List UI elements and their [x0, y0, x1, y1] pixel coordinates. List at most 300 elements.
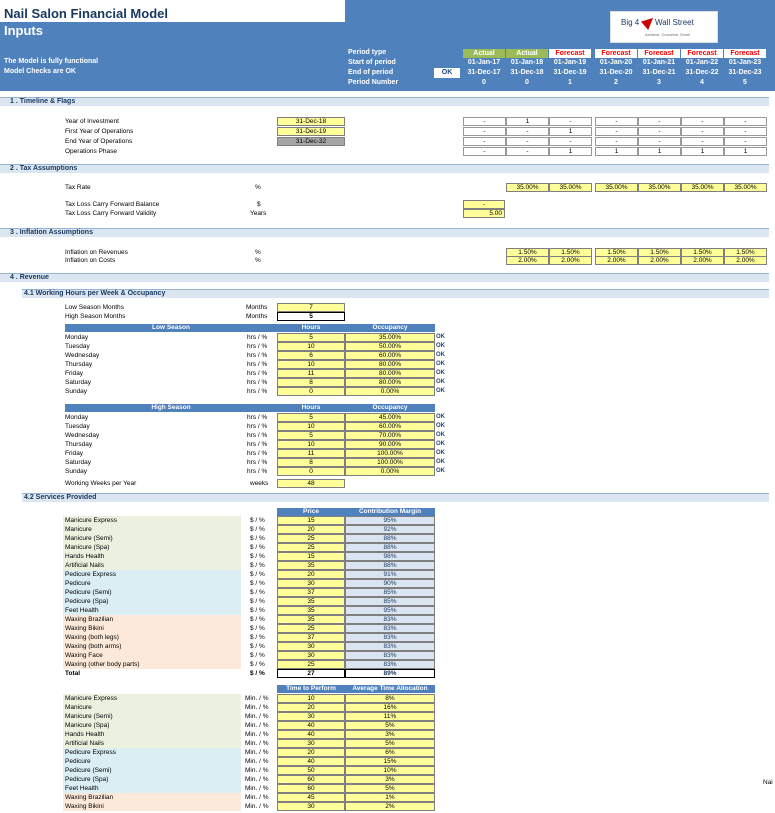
timeline-input: 31-Dec-32 — [277, 137, 345, 146]
time-input[interactable]: 30 — [277, 802, 345, 811]
service-unit: $ / % — [250, 643, 265, 650]
tax-rate-unit: % — [255, 184, 261, 191]
service-unit: $ / % — [250, 616, 265, 623]
day-label: Wednesday — [65, 352, 100, 359]
flag-cell: - — [506, 147, 549, 156]
occupancy-input[interactable]: 0.00% — [345, 387, 435, 396]
check-ok: OK — [436, 361, 445, 367]
margin-input[interactable]: 88% — [345, 561, 435, 570]
service-unit: $ / % — [250, 580, 265, 587]
period-type: Forecast — [549, 49, 591, 58]
margin-input[interactable]: 95% — [345, 606, 435, 615]
timeline-input[interactable]: 31-Dec-19 — [277, 127, 345, 136]
margin-input[interactable]: 95% — [345, 516, 435, 525]
time-unit: Min. / % — [245, 740, 269, 747]
flag-cell: 1 — [549, 147, 592, 156]
timeline-label: Year of Investment — [65, 118, 119, 125]
time-input[interactable]: 40 — [277, 721, 345, 730]
period-end: 31-Dec-21 — [642, 69, 676, 76]
hours-input[interactable]: 11 — [277, 369, 345, 378]
occupancy-input[interactable]: 60.00% — [345, 351, 435, 360]
period-end: 31-Dec-23 — [728, 69, 762, 76]
section-tax: 2 . Tax Assumptions — [0, 164, 769, 173]
bird-icon — [641, 18, 653, 30]
inflation-unit: % — [255, 249, 261, 256]
price-input[interactable]: 35 — [277, 615, 345, 624]
status-line-2: Model Checks are OK — [4, 68, 76, 75]
price-input[interactable]: 15 — [277, 552, 345, 561]
flag-cell: 1 — [595, 147, 638, 156]
allocation-input[interactable]: 15% — [345, 757, 435, 766]
flag-cell: 1 — [681, 147, 724, 156]
high-season-header: High Season — [65, 404, 277, 412]
period-start: 01-Jan-19 — [553, 59, 587, 66]
tax-rate-input[interactable]: 35.00% — [724, 183, 767, 192]
price-input[interactable]: 35 — [277, 597, 345, 606]
status-line-1: The Model is fully functional — [4, 58, 99, 65]
day-label: Monday — [65, 414, 89, 421]
time-input[interactable]: 45 — [277, 793, 345, 802]
flag-cell: - — [724, 137, 767, 146]
price-input[interactable]: 30 — [277, 651, 345, 660]
allocation-input[interactable]: 5% — [345, 784, 435, 793]
service-unit: $ / % — [250, 661, 265, 668]
period-start: 01-Jan-17 — [467, 59, 501, 66]
time-input[interactable]: 20 — [277, 703, 345, 712]
day-label: Monday — [65, 334, 89, 341]
day-label: Friday — [65, 370, 84, 377]
service-name: Pedicure (Spa) — [63, 597, 241, 606]
price-header: Price — [277, 508, 345, 516]
service-name: Pedicure Express — [63, 570, 241, 579]
inflation-input[interactable]: 2.00% — [638, 256, 681, 265]
hours-input[interactable]: 5 — [277, 431, 345, 440]
service-name: Artificial Nails — [63, 561, 241, 570]
period-number: 2 — [614, 79, 618, 86]
inflation-input[interactable]: 2.00% — [724, 256, 767, 265]
service-unit: $ / % — [250, 634, 265, 641]
hours-input[interactable]: 10 — [277, 360, 345, 369]
lcf-validity-unit: Years — [250, 210, 267, 217]
service-unit: $ / % — [250, 589, 265, 596]
service-unit: $ / % — [250, 535, 265, 542]
check-ok: OK — [436, 459, 445, 465]
working-weeks-input[interactable]: 48 — [277, 479, 345, 488]
hours-input[interactable]: 8 — [277, 458, 345, 467]
period-start: 01-Jan-20 — [599, 59, 633, 66]
service-name: Waxing (both legs) — [63, 633, 241, 642]
allocation-input[interactable]: 5% — [345, 739, 435, 748]
low-hours-header: Hours — [277, 324, 345, 332]
inflation-input[interactable]: 1.50% — [595, 248, 638, 257]
flag-cell: - — [638, 137, 681, 146]
flag-cell: - — [463, 137, 506, 146]
hours-input[interactable]: 11 — [277, 449, 345, 458]
service-name: Manicure (Spa) — [63, 543, 241, 552]
inflation-input[interactable]: 1.50% — [724, 248, 767, 257]
day-label: Friday — [65, 450, 84, 457]
allocation-input[interactable]: 8% — [345, 694, 435, 703]
price-input[interactable]: 25 — [277, 624, 345, 633]
subsection-working-hours: 4.1 Working Hours per Week & Occupancy — [22, 289, 769, 298]
period-end: 31-Dec-19 — [553, 69, 587, 76]
service-name: Pedicure (Spa) — [63, 775, 241, 784]
time-input[interactable]: 40 — [277, 730, 345, 739]
margin-input[interactable]: 88% — [345, 534, 435, 543]
flag-cell: - — [506, 127, 549, 136]
tax-rate-input[interactable]: 35.00% — [506, 183, 549, 192]
period-end: 31-Dec-20 — [599, 69, 633, 76]
lcf-balance-unit: $ — [257, 201, 261, 208]
price-input[interactable]: 37 — [277, 633, 345, 642]
total-unit: $ / % — [250, 670, 265, 677]
margin-input[interactable]: 85% — [345, 588, 435, 597]
start-period-label: Start of period — [348, 59, 396, 66]
check-ok: OK — [436, 468, 445, 474]
day-unit: hrs / % — [247, 459, 268, 466]
logo-text-a: Big 4 — [621, 18, 640, 27]
period-end: 31-Dec-17 — [467, 69, 501, 76]
check-ok: OK — [436, 388, 445, 394]
price-input[interactable]: 20 — [277, 570, 345, 579]
section-inflation: 3 . Inflation Assumptions — [0, 228, 769, 237]
high-occupancy-header: Occupancy — [345, 404, 435, 412]
price-input[interactable]: 30 — [277, 642, 345, 651]
time-unit: Min. / % — [245, 731, 269, 738]
check-ok: OK — [436, 414, 445, 420]
inflation-input[interactable]: 1.50% — [506, 248, 549, 257]
time-unit: Min. / % — [245, 776, 269, 783]
time-input[interactable]: 30 — [277, 712, 345, 721]
lcf-balance-label: Tax Loss Carry Forward Balance — [65, 201, 160, 208]
period-number: 1 — [568, 79, 572, 86]
period-number: 4 — [700, 79, 704, 86]
allocation-input[interactable]: 6% — [345, 748, 435, 757]
timeline-label: End Year of Operations — [65, 138, 133, 145]
service-name: Manicure — [63, 525, 241, 534]
high-season-months-value: 5 — [277, 312, 345, 321]
time-input[interactable]: 20 — [277, 748, 345, 757]
flag-cell: - — [681, 137, 724, 146]
day-unit: hrs / % — [247, 361, 268, 368]
occupancy-input[interactable]: 100.00% — [345, 449, 435, 458]
allocation-input[interactable]: 3% — [345, 730, 435, 739]
service-unit: $ / % — [250, 607, 265, 614]
timeline-input[interactable]: 31-Dec-18 — [277, 117, 345, 126]
occupancy-input[interactable]: 80.00% — [345, 369, 435, 378]
margin-input[interactable]: 83% — [345, 633, 435, 642]
service-unit: $ / % — [250, 553, 265, 560]
price-input[interactable]: 25 — [277, 534, 345, 543]
check-ok: OK — [436, 334, 445, 340]
service-name: Artificial Nails — [63, 739, 241, 748]
service-name: Manicure (Semi) — [63, 534, 241, 543]
flag-cell: - — [638, 127, 681, 136]
hours-input[interactable]: 5 — [277, 413, 345, 422]
working-weeks-unit: weeks — [250, 480, 269, 487]
occupancy-input[interactable]: 35.00% — [345, 333, 435, 342]
edge-text: Nai — [763, 779, 773, 786]
hours-input[interactable]: 0 — [277, 387, 345, 396]
tax-rate-input[interactable]: 35.00% — [595, 183, 638, 192]
margin-input[interactable]: 83% — [345, 660, 435, 669]
period-start: 01-Jan-21 — [642, 59, 676, 66]
hours-input[interactable]: 5 — [277, 333, 345, 342]
period-start: 01-Jan-22 — [685, 59, 719, 66]
occupancy-input[interactable]: 80.00% — [345, 360, 435, 369]
occupancy-input[interactable]: 50.00% — [345, 342, 435, 351]
time-unit: Min. / % — [245, 695, 269, 702]
day-unit: hrs / % — [247, 423, 268, 430]
model-check-ok: OK — [434, 68, 460, 78]
tax-rate-input[interactable]: 35.00% — [638, 183, 681, 192]
day-label: Sunday — [65, 468, 88, 475]
time-unit: Min. / % — [245, 722, 269, 729]
service-name: Manicure Express — [63, 694, 241, 703]
service-unit: $ / % — [250, 562, 265, 569]
time-input[interactable]: 40 — [277, 757, 345, 766]
period-type: Forecast — [595, 49, 637, 58]
flag-cell: - — [595, 137, 638, 146]
price-input[interactable]: 15 — [277, 516, 345, 525]
occupancy-input[interactable]: 80.00% — [345, 378, 435, 387]
service-name: Waxing Face — [63, 651, 241, 660]
lcf-validity-label: Tax Loss Carry Forward Validity — [65, 210, 157, 217]
allocation-input[interactable]: 16% — [345, 703, 435, 712]
service-name: Pedicure (Semi) — [63, 766, 241, 775]
allocation-input[interactable]: 11% — [345, 712, 435, 721]
flag-cell: - — [463, 117, 506, 126]
occupancy-input[interactable]: 45.00% — [345, 413, 435, 422]
price-input[interactable]: 30 — [277, 579, 345, 588]
flag-cell: - — [506, 137, 549, 146]
time-unit: Min. / % — [245, 803, 269, 810]
service-unit: $ / % — [250, 526, 265, 533]
margin-input[interactable]: 88% — [345, 543, 435, 552]
day-label: Sunday — [65, 388, 88, 395]
inflation-input[interactable]: 2.00% — [595, 256, 638, 265]
service-name: Hands Health — [63, 552, 241, 561]
low-occupancy-header: Occupancy — [345, 324, 435, 332]
margin-input[interactable]: 83% — [345, 651, 435, 660]
flag-cell: - — [681, 117, 724, 126]
day-label: Tuesday — [65, 423, 90, 430]
service-name: Pedicure — [63, 579, 241, 588]
day-unit: hrs / % — [247, 343, 268, 350]
occupancy-input[interactable]: 90.00% — [345, 440, 435, 449]
time-unit: Min. / % — [245, 758, 269, 765]
time-unit: Min. / % — [245, 794, 269, 801]
allocation-input[interactable]: 2% — [345, 802, 435, 811]
service-name: Manicure Express — [63, 516, 241, 525]
occupancy-input[interactable]: 100.00% — [345, 458, 435, 467]
time-header: Time to Perform — [277, 685, 345, 693]
tax-rate-input[interactable]: 35.00% — [549, 183, 592, 192]
margin-input[interactable]: 83% — [345, 624, 435, 633]
flag-cell: - — [724, 117, 767, 126]
total-margin: 89% — [345, 669, 435, 678]
day-unit: hrs / % — [247, 388, 268, 395]
company-logo — [610, 11, 718, 43]
margin-input[interactable]: 83% — [345, 642, 435, 651]
occupancy-input[interactable]: 0.00% — [345, 467, 435, 476]
price-input[interactable]: 20 — [277, 525, 345, 534]
day-unit: hrs / % — [247, 379, 268, 386]
service-name: Feet Health — [63, 606, 241, 615]
service-name: Feet Health — [63, 784, 241, 793]
time-unit: Min. / % — [245, 704, 269, 711]
tax-rate-input[interactable]: 35.00% — [681, 183, 724, 192]
service-name: Waxing Bikini — [63, 802, 241, 811]
day-label: Tuesday — [65, 343, 90, 350]
total-label: Total — [65, 670, 81, 677]
flag-cell: - — [681, 127, 724, 136]
occupancy-input[interactable]: 60.00% — [345, 422, 435, 431]
inflation-label: Inflation on Costs — [65, 257, 116, 264]
day-label: Thursday — [65, 441, 93, 448]
period-number-label: Period Number — [348, 79, 399, 86]
margin-input[interactable]: 92% — [345, 525, 435, 534]
cm-header: Contribution Margin — [345, 508, 435, 516]
time-input[interactable]: 30 — [277, 739, 345, 748]
margin-input[interactable]: 91% — [345, 570, 435, 579]
day-unit: hrs / % — [247, 432, 268, 439]
service-unit: $ / % — [250, 652, 265, 659]
end-period-label: End of period — [348, 69, 394, 76]
day-label: Saturday — [65, 459, 92, 466]
inflation-input[interactable]: 1.50% — [638, 248, 681, 257]
period-type: Forecast — [724, 49, 766, 58]
time-input[interactable]: 50 — [277, 766, 345, 775]
day-unit: hrs / % — [247, 468, 268, 475]
hours-input[interactable]: 8 — [277, 378, 345, 387]
inflation-input[interactable]: 2.00% — [506, 256, 549, 265]
lcf-balance-input[interactable]: - — [463, 200, 505, 209]
service-name: Pedicure Express — [63, 748, 241, 757]
timeline-label: Operations Phase — [65, 148, 118, 155]
period-type: Forecast — [638, 49, 680, 58]
flag-cell: - — [463, 127, 506, 136]
service-unit: $ / % — [250, 598, 265, 605]
price-input[interactable]: 37 — [277, 588, 345, 597]
service-name: Pedicure (Semi) — [63, 588, 241, 597]
price-input[interactable]: 25 — [277, 543, 345, 552]
high-season-months-unit: Months — [246, 313, 268, 320]
low-season-months-label: Low Season Months — [65, 304, 124, 311]
flag-cell: - — [549, 137, 592, 146]
margin-input[interactable]: 90% — [345, 579, 435, 588]
header-band — [0, 0, 775, 91]
sheet-title: Inputs — [4, 23, 43, 38]
check-ok: OK — [436, 352, 445, 358]
check-ok: OK — [436, 423, 445, 429]
period-number: 0 — [482, 79, 486, 86]
low-season-months-unit: Months — [246, 304, 268, 311]
service-name: Hands Health — [63, 730, 241, 739]
time-unit: Min. / % — [245, 713, 269, 720]
hours-input[interactable]: 6 — [277, 351, 345, 360]
allocation-header: Average Time Allocation — [345, 685, 435, 693]
allocation-input[interactable]: 3% — [345, 775, 435, 784]
service-unit: $ / % — [250, 571, 265, 578]
check-ok: OK — [436, 379, 445, 385]
time-unit: Min. / % — [245, 785, 269, 792]
check-ok: OK — [436, 370, 445, 376]
inflation-input[interactable]: 1.50% — [681, 248, 724, 257]
margin-input[interactable]: 83% — [345, 615, 435, 624]
service-unit: $ / % — [250, 625, 265, 632]
price-input[interactable]: 35 — [277, 561, 345, 570]
margin-input[interactable]: 98% — [345, 552, 435, 561]
flag-cell: 1 — [724, 147, 767, 156]
occupancy-input[interactable]: 70.00% — [345, 431, 435, 440]
low-season-months-input[interactable]: 7 — [277, 303, 345, 312]
section-revenue: 4 . Revenue — [0, 273, 769, 282]
period-number: 5 — [743, 79, 747, 86]
logo-slogan: Achieve, Conceive, Excel — [645, 32, 691, 37]
flag-cell: 1 — [638, 147, 681, 156]
working-weeks-label: Working Weeks per Year — [65, 480, 137, 487]
period-number: 0 — [525, 79, 529, 86]
tax-rate-label: Tax Rate — [65, 184, 91, 191]
flag-cell: - — [724, 127, 767, 136]
time-input[interactable]: 60 — [277, 784, 345, 793]
hours-input[interactable]: 10 — [277, 440, 345, 449]
period-type: Actual — [506, 49, 548, 58]
allocation-input[interactable]: 1% — [345, 793, 435, 802]
high-hours-header: Hours — [277, 404, 345, 412]
total-price: 27 — [277, 669, 345, 678]
day-unit: hrs / % — [247, 450, 268, 457]
allocation-input[interactable]: 5% — [345, 721, 435, 730]
lcf-validity-input[interactable]: 5.00 — [463, 209, 505, 218]
time-input[interactable]: 10 — [277, 694, 345, 703]
flag-cell: - — [638, 117, 681, 126]
service-name: Waxing Brazilian — [63, 793, 241, 802]
service-name: Manicure — [63, 703, 241, 712]
service-name: Manicure (Spa) — [63, 721, 241, 730]
allocation-input[interactable]: 10% — [345, 766, 435, 775]
day-unit: hrs / % — [247, 441, 268, 448]
price-input[interactable]: 35 — [277, 606, 345, 615]
period-start: 01-Jan-18 — [510, 59, 544, 66]
model-title: Nail Salon Financial Model — [4, 6, 168, 21]
time-input[interactable]: 60 — [277, 775, 345, 784]
period-type: Forecast — [681, 49, 723, 58]
flag-cell: - — [463, 147, 506, 156]
day-label: Thursday — [65, 361, 93, 368]
check-ok: OK — [436, 450, 445, 456]
price-input[interactable]: 25 — [277, 660, 345, 669]
check-ok: OK — [436, 343, 445, 349]
hours-input[interactable]: 0 — [277, 467, 345, 476]
flag-cell: - — [549, 117, 592, 126]
inflation-input[interactable]: 2.00% — [549, 256, 592, 265]
flag-cell: 1 — [506, 117, 549, 126]
inflation-input[interactable]: 2.00% — [681, 256, 724, 265]
service-name: Manicure (Semi) — [63, 712, 241, 721]
margin-input[interactable]: 85% — [345, 597, 435, 606]
inflation-input[interactable]: 1.50% — [549, 248, 592, 257]
hours-input[interactable]: 10 — [277, 422, 345, 431]
period-type: Actual — [463, 49, 505, 58]
period-type-label: Period type — [348, 49, 387, 56]
service-unit: $ / % — [250, 544, 265, 551]
day-unit: hrs / % — [247, 334, 268, 341]
inflation-label: Inflation on Revenues — [65, 249, 128, 256]
hours-input[interactable]: 10 — [277, 342, 345, 351]
period-number: 3 — [657, 79, 661, 86]
